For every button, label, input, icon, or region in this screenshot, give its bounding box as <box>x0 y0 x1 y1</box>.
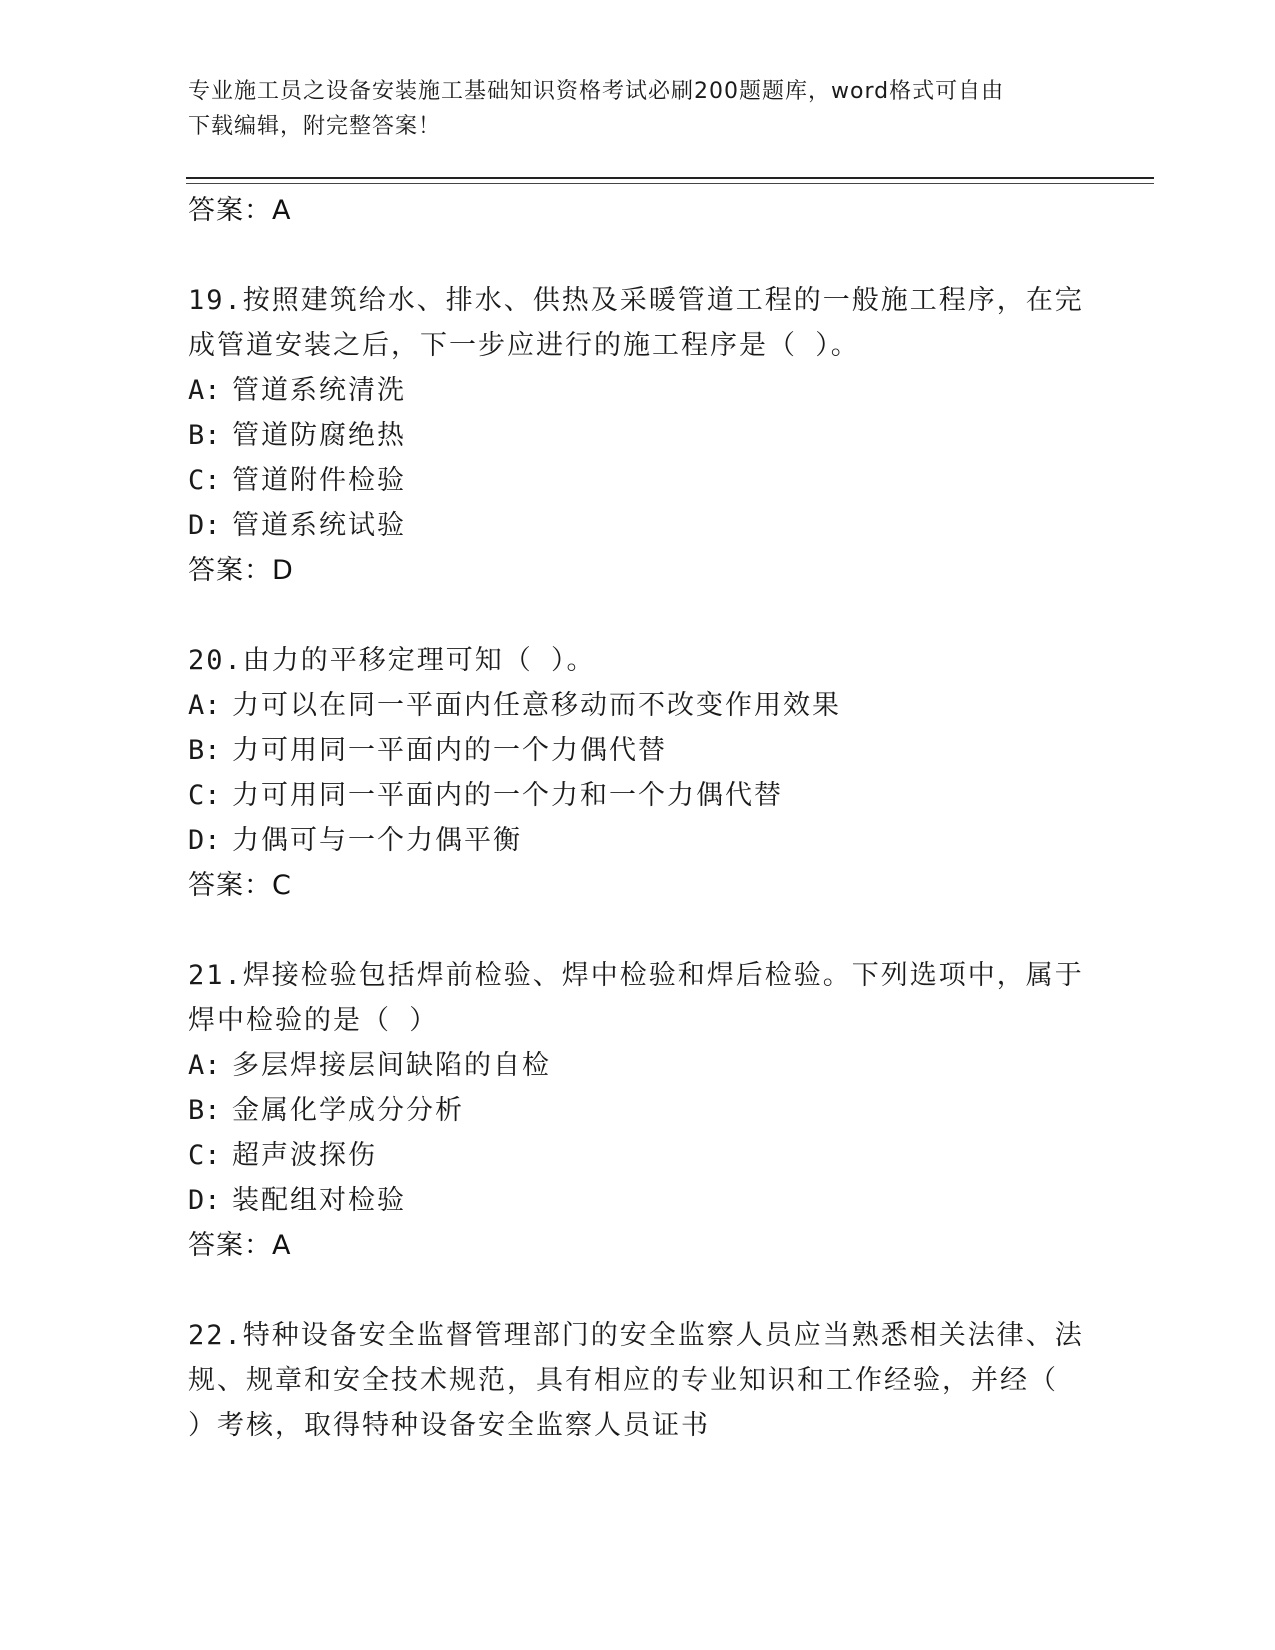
option-a <box>188 683 1088 728</box>
option-text: 多层焊接层间缺陷的自检 <box>232 1050 551 1081</box>
option-text: 管道系统试验 <box>232 510 406 541</box>
stem-line: 21.焊接检验包括焊前检验、焊中检验和焊后检验。下列选项中，属于 <box>188 960 1084 991</box>
header-divider-thin <box>186 183 1154 184</box>
stem-line: 成管道安装之后，下一步应进行的施工程序是（ ）。 <box>188 330 860 361</box>
question-list <box>188 188 1088 1448</box>
header-divider-thick <box>186 177 1154 179</box>
option-text: 超声波探伤 <box>232 1140 377 1171</box>
option-text: 力可用同一平面内的一个力和一个力偶代替 <box>232 780 783 811</box>
stem-line: 19.按照建筑给水、排水、供热及采暖管道工程的一般施工程序，在完 <box>188 285 1084 316</box>
option-letter: C: <box>188 1140 221 1171</box>
option-letter: B: <box>188 735 221 766</box>
option-a <box>188 1043 1088 1088</box>
option-b <box>188 1088 1088 1133</box>
question-21 <box>188 953 1088 1269</box>
option-text: 力偶可与一个力偶平衡 <box>232 825 522 856</box>
option-letter: A: <box>188 690 221 721</box>
option-text: 管道防腐绝热 <box>232 420 406 451</box>
option-letter: D: <box>188 1185 221 1216</box>
option-letter: A: <box>188 375 221 406</box>
stem-line: 规、规章和安全技术规范，具有相应的专业知识和工作经验，并经（ <box>188 1365 1058 1396</box>
option-letter: C: <box>188 465 221 496</box>
question-20 <box>188 638 1088 909</box>
option-text: 力可用同一平面内的一个力偶代替 <box>232 735 667 766</box>
option-c <box>188 773 1088 818</box>
option-d <box>188 503 1088 548</box>
option-b <box>188 728 1088 773</box>
option-a <box>188 368 1088 413</box>
option-c <box>188 458 1088 503</box>
option-d <box>188 818 1088 863</box>
answer-line: 答案：D <box>188 555 294 586</box>
option-letter: B: <box>188 420 221 451</box>
option-text: 装配组对检验 <box>232 1185 406 1216</box>
stem-line: 焊中检验的是（ ） <box>188 1005 439 1036</box>
question-stem <box>188 1313 1088 1448</box>
option-letter: C: <box>188 780 221 811</box>
previous-answer: 答案：A <box>188 195 292 226</box>
option-c <box>188 1133 1088 1178</box>
answer-line: 答案：C <box>188 870 292 901</box>
option-letter: D: <box>188 510 221 541</box>
header-line-1: 专业施工员之设备安装施工基础知识资格考试必刷200题题库，word格式可自由 <box>188 79 1005 104</box>
option-text: 管道附件检验 <box>232 465 406 496</box>
option-text: 管道系统清洗 <box>232 375 406 406</box>
option-letter: A: <box>188 1050 221 1081</box>
document-header <box>188 74 1088 144</box>
stem-line: 20.由力的平移定理可知（ ）。 <box>188 645 596 676</box>
question-stem <box>188 278 1088 368</box>
option-b <box>188 413 1088 458</box>
header-line-2: 下载编辑，附完整答案！ <box>188 114 442 139</box>
question-stem <box>188 953 1088 1043</box>
option-d <box>188 1178 1088 1223</box>
option-letter: D: <box>188 825 221 856</box>
option-text: 金属化学成分分析 <box>232 1095 464 1126</box>
option-letter: B: <box>188 1095 221 1126</box>
question-22 <box>188 1313 1088 1448</box>
stem-line: ）考核，取得特种设备安全监察人员证书 <box>188 1410 710 1441</box>
answer-line: 答案：A <box>188 1230 292 1261</box>
question-19 <box>188 278 1088 594</box>
option-text: 力可以在同一平面内任意移动而不改变作用效果 <box>232 690 841 721</box>
stem-line: 22.特种设备安全监督管理部门的安全监察人员应当熟悉相关法律、法 <box>188 1320 1084 1351</box>
question-stem <box>188 638 1088 683</box>
